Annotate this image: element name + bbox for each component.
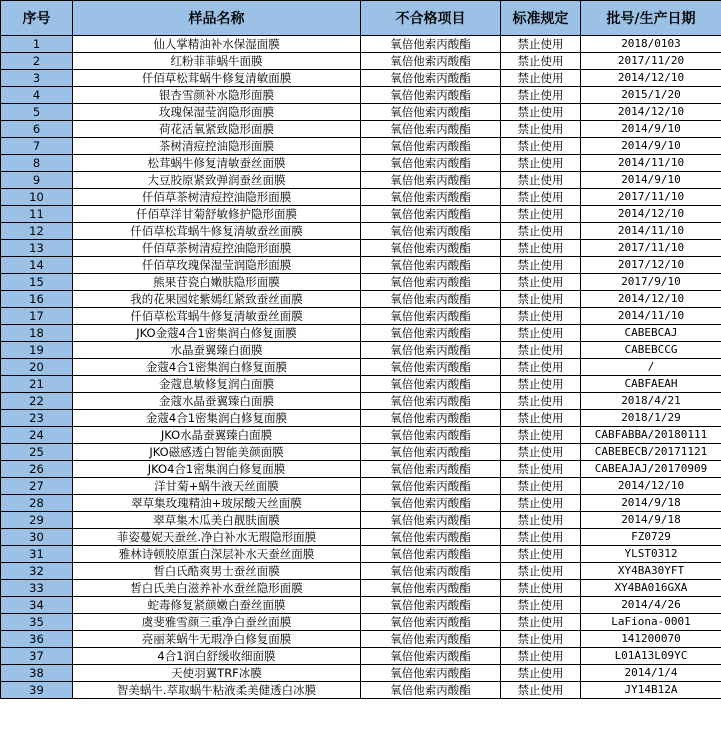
row-no: 30 <box>1 529 73 546</box>
row-failed-item: 氧倍他索丙酸酯 <box>361 512 501 529</box>
row-failed-item: 氧倍他索丙酸酯 <box>361 53 501 70</box>
row-standard: 禁止使用 <box>501 155 581 172</box>
row-sample-name: JKO金蔻4合1密集润白修复面膜 <box>73 325 361 342</box>
row-no: 7 <box>1 138 73 155</box>
row-sample-name: 翠草集木瓜美白靓肤面膜 <box>73 512 361 529</box>
row-sample-name: 亮丽莱蜗牛无瑕净白修复面膜 <box>73 631 361 648</box>
row-sample-name: 金蔻4合1密集润白修复面膜 <box>73 359 361 376</box>
row-no: 9 <box>1 172 73 189</box>
row-no: 32 <box>1 563 73 580</box>
table-row <box>1 70 721 87</box>
row-failed-item: 氧倍他索丙酸酯 <box>361 495 501 512</box>
table-row <box>1 138 721 155</box>
row-batch-date: 2014/11/10 <box>581 155 721 172</box>
row-standard: 禁止使用 <box>501 257 581 274</box>
row-failed-item: 氧倍他索丙酸酯 <box>361 121 501 138</box>
row-batch-date: XY4BA016GXA <box>581 580 721 597</box>
table-row <box>1 495 721 512</box>
row-failed-item: 氧倍他索丙酸酯 <box>361 580 501 597</box>
row-no: 5 <box>1 104 73 121</box>
row-no: 6 <box>1 121 73 138</box>
row-failed-item: 氧倍他索丙酸酯 <box>361 614 501 631</box>
row-no: 34 <box>1 597 73 614</box>
row-sample-name: 金蔻4合1密集润白修复面膜 <box>73 410 361 427</box>
row-sample-name: 仟佰草松茸蜗牛修复清敏蚕丝面膜 <box>73 223 361 240</box>
row-failed-item: 氧倍他索丙酸酯 <box>361 291 501 308</box>
row-batch-date: L01A13L09YC <box>581 648 721 665</box>
row-batch-date: 2014/9/10 <box>581 121 721 138</box>
header-no: 序号 <box>1 1 73 36</box>
table-row <box>1 410 721 427</box>
header-row <box>1 1 721 36</box>
row-failed-item: 氧倍他索丙酸酯 <box>361 325 501 342</box>
table-row <box>1 291 721 308</box>
row-sample-name: 仟佰草茶树清痘控油隐形面膜 <box>73 240 361 257</box>
row-standard: 禁止使用 <box>501 597 581 614</box>
row-failed-item: 氧倍他索丙酸酯 <box>361 342 501 359</box>
header-failed-item: 不合格项目 <box>361 1 501 36</box>
row-standard: 禁止使用 <box>501 495 581 512</box>
row-failed-item: 氧倍他索丙酸酯 <box>361 665 501 682</box>
row-sample-name: 红粉菲菲蜗牛面膜 <box>73 53 361 70</box>
table-row <box>1 308 721 325</box>
row-sample-name: 翠草集玫瑰精油+玻尿酸天丝面膜 <box>73 495 361 512</box>
row-failed-item: 氧倍他索丙酸酯 <box>361 274 501 291</box>
row-sample-name: 银杏雪颜补水隐形面膜 <box>73 87 361 104</box>
row-no: 22 <box>1 393 73 410</box>
row-batch-date: XY4BA30YFT <box>581 563 721 580</box>
table-row <box>1 478 721 495</box>
row-sample-name: 皙白氏酷爽男士蚕丝面膜 <box>73 563 361 580</box>
table-row <box>1 648 721 665</box>
row-standard: 禁止使用 <box>501 121 581 138</box>
row-batch-date: 2017/11/20 <box>581 53 721 70</box>
row-standard: 禁止使用 <box>501 274 581 291</box>
row-batch-date: YLST0312 <box>581 546 721 563</box>
row-no: 29 <box>1 512 73 529</box>
table-row <box>1 172 721 189</box>
row-no: 38 <box>1 665 73 682</box>
row-sample-name: JKO4合1密集润白修复面膜 <box>73 461 361 478</box>
table-row <box>1 36 721 53</box>
row-standard: 禁止使用 <box>501 189 581 206</box>
row-batch-date: 2014/9/18 <box>581 495 721 512</box>
row-standard: 禁止使用 <box>501 359 581 376</box>
row-failed-item: 氧倍他索丙酸酯 <box>361 410 501 427</box>
row-failed-item: 氧倍他索丙酸酯 <box>361 206 501 223</box>
row-sample-name: 仟佰草松茸蜗牛修复清敏蚕丝面膜 <box>73 308 361 325</box>
row-batch-date: 2014/9/10 <box>581 172 721 189</box>
row-batch-date: 2017/9/10 <box>581 274 721 291</box>
row-failed-item: 氧倍他索丙酸酯 <box>361 155 501 172</box>
table-row <box>1 444 721 461</box>
row-no: 26 <box>1 461 73 478</box>
table-row <box>1 512 721 529</box>
row-no: 36 <box>1 631 73 648</box>
header-sample-name: 样品名称 <box>73 1 361 36</box>
row-standard: 禁止使用 <box>501 172 581 189</box>
table-row <box>1 121 721 138</box>
row-batch-date: / <box>581 359 721 376</box>
table-row <box>1 393 721 410</box>
row-batch-date: 2014/12/10 <box>581 104 721 121</box>
row-no: 13 <box>1 240 73 257</box>
table-row <box>1 274 721 291</box>
row-no: 4 <box>1 87 73 104</box>
row-standard: 禁止使用 <box>501 580 581 597</box>
row-batch-date: CABFAEAH <box>581 376 721 393</box>
row-standard: 禁止使用 <box>501 546 581 563</box>
row-no: 18 <box>1 325 73 342</box>
row-failed-item: 氧倍他索丙酸酯 <box>361 240 501 257</box>
row-sample-name: 菲姿蔓妮天蚕丝.净白补水无瑕隐形面膜 <box>73 529 361 546</box>
row-batch-date: 2017/11/10 <box>581 240 721 257</box>
row-no: 27 <box>1 478 73 495</box>
header-standard: 标准规定 <box>501 1 581 36</box>
row-standard: 禁止使用 <box>501 53 581 70</box>
row-sample-name: 洋甘菊+蜗牛液天丝面膜 <box>73 478 361 495</box>
row-no: 28 <box>1 495 73 512</box>
header-batch-date: 批号/生产日期 <box>581 1 721 36</box>
row-standard: 禁止使用 <box>501 87 581 104</box>
row-batch-date: 2014/12/10 <box>581 70 721 87</box>
row-batch-date: 2015/1/20 <box>581 87 721 104</box>
row-batch-date: CABEAJAJ/20170909 <box>581 461 721 478</box>
row-batch-date: CABEBCCG <box>581 342 721 359</box>
row-batch-date: CABEBECB/20171121 <box>581 444 721 461</box>
row-standard: 禁止使用 <box>501 410 581 427</box>
row-standard: 禁止使用 <box>501 648 581 665</box>
row-no: 14 <box>1 257 73 274</box>
table-row <box>1 206 721 223</box>
table-row <box>1 597 721 614</box>
table-row <box>1 631 721 648</box>
row-sample-name: 4合1润白舒缓收细面膜 <box>73 648 361 665</box>
row-no: 31 <box>1 546 73 563</box>
table-row <box>1 461 721 478</box>
row-no: 20 <box>1 359 73 376</box>
row-sample-name: 智美蜗牛.萃取蜗牛粘液柔美健透白冰膜 <box>73 682 361 699</box>
row-standard: 禁止使用 <box>501 104 581 121</box>
row-no: 10 <box>1 189 73 206</box>
row-batch-date: 2017/11/10 <box>581 189 721 206</box>
row-standard: 禁止使用 <box>501 342 581 359</box>
row-sample-name: JKO磁感透白智能美颜面膜 <box>73 444 361 461</box>
row-sample-name: 蛇毒修复紧颜嫩白蚕丝面膜 <box>73 597 361 614</box>
row-failed-item: 氧倍他索丙酸酯 <box>361 682 501 699</box>
row-failed-item: 氧倍他索丙酸酯 <box>361 546 501 563</box>
row-failed-item: 氧倍他索丙酸酯 <box>361 648 501 665</box>
row-sample-name: 天使羽翼TRF冰膜 <box>73 665 361 682</box>
row-no: 23 <box>1 410 73 427</box>
table-row <box>1 189 721 206</box>
table-row <box>1 614 721 631</box>
row-standard: 禁止使用 <box>501 614 581 631</box>
row-failed-item: 氧倍他索丙酸酯 <box>361 70 501 87</box>
row-standard: 禁止使用 <box>501 36 581 53</box>
table-body <box>1 36 721 699</box>
row-standard: 禁止使用 <box>501 478 581 495</box>
row-standard: 禁止使用 <box>501 70 581 87</box>
row-batch-date: LaFiona-0001 <box>581 614 721 631</box>
row-failed-item: 氧倍他索丙酸酯 <box>361 393 501 410</box>
row-sample-name: 虞斐雅雪颜三重净白蚕丝面膜 <box>73 614 361 631</box>
row-sample-name: 熊果苷瓷白嫩肤隐形面膜 <box>73 274 361 291</box>
row-no: 17 <box>1 308 73 325</box>
table-row <box>1 376 721 393</box>
row-failed-item: 氧倍他索丙酸酯 <box>361 427 501 444</box>
row-failed-item: 氧倍他索丙酸酯 <box>361 308 501 325</box>
row-batch-date: FZ0729 <box>581 529 721 546</box>
table-row <box>1 240 721 257</box>
row-standard: 禁止使用 <box>501 665 581 682</box>
row-standard: 禁止使用 <box>501 206 581 223</box>
row-failed-item: 氧倍他索丙酸酯 <box>361 36 501 53</box>
table-row <box>1 546 721 563</box>
table-row <box>1 682 721 699</box>
row-no: 16 <box>1 291 73 308</box>
row-failed-item: 氧倍他索丙酸酯 <box>361 172 501 189</box>
row-standard: 禁止使用 <box>501 138 581 155</box>
row-standard: 禁止使用 <box>501 444 581 461</box>
table-row <box>1 529 721 546</box>
table-row <box>1 87 721 104</box>
row-batch-date: 2014/12/10 <box>581 206 721 223</box>
row-standard: 禁止使用 <box>501 563 581 580</box>
row-sample-name: 仙人掌精油补水保湿面膜 <box>73 36 361 53</box>
row-failed-item: 氧倍他索丙酸酯 <box>361 376 501 393</box>
row-batch-date: CABEBCAJ <box>581 325 721 342</box>
row-failed-item: 氧倍他索丙酸酯 <box>361 223 501 240</box>
table-row <box>1 257 721 274</box>
row-no: 21 <box>1 376 73 393</box>
row-no: 19 <box>1 342 73 359</box>
table-row <box>1 155 721 172</box>
row-failed-item: 氧倍他索丙酸酯 <box>361 461 501 478</box>
row-standard: 禁止使用 <box>501 291 581 308</box>
row-no: 39 <box>1 682 73 699</box>
table-row <box>1 104 721 121</box>
row-sample-name: 金蔻息敏修复润白面膜 <box>73 376 361 393</box>
row-standard: 禁止使用 <box>501 376 581 393</box>
row-no: 15 <box>1 274 73 291</box>
row-batch-date: 2018/1/29 <box>581 410 721 427</box>
row-standard: 禁止使用 <box>501 223 581 240</box>
row-no: 35 <box>1 614 73 631</box>
table-row <box>1 223 721 240</box>
row-failed-item: 氧倍他索丙酸酯 <box>361 189 501 206</box>
row-no: 1 <box>1 36 73 53</box>
table-row <box>1 580 721 597</box>
row-sample-name: 荷花活氧紧致隐形面膜 <box>73 121 361 138</box>
row-batch-date: 2018/0103 <box>581 36 721 53</box>
row-sample-name: 仟佰草洋甘菊舒敏修护隐形面膜 <box>73 206 361 223</box>
row-sample-name: 雅林诗顿胶原蛋白深层补水天蚕丝面膜 <box>73 546 361 563</box>
row-failed-item: 氧倍他索丙酸酯 <box>361 597 501 614</box>
row-sample-name: 皙白氏美白滋养补水蚕丝隐形面膜 <box>73 580 361 597</box>
row-batch-date: 2014/1/4 <box>581 665 721 682</box>
row-batch-date: 2018/4/21 <box>581 393 721 410</box>
row-sample-name: 仟佰草玫瑰保湿莹润隐形面膜 <box>73 257 361 274</box>
row-no: 2 <box>1 53 73 70</box>
row-no: 8 <box>1 155 73 172</box>
table-row <box>1 359 721 376</box>
row-sample-name: 金蔻水晶蚕翼臻白面膜 <box>73 393 361 410</box>
row-no: 33 <box>1 580 73 597</box>
row-batch-date: 2014/9/10 <box>581 138 721 155</box>
row-failed-item: 氧倍他索丙酸酯 <box>361 631 501 648</box>
row-sample-name: 仟佰草茶树清痘控油隐形面膜 <box>73 189 361 206</box>
table-row <box>1 53 721 70</box>
row-standard: 禁止使用 <box>501 682 581 699</box>
row-batch-date: 2017/12/10 <box>581 257 721 274</box>
row-sample-name: 玫瑰保湿莹润隐形面膜 <box>73 104 361 121</box>
table-row <box>1 563 721 580</box>
row-no: 25 <box>1 444 73 461</box>
row-no: 12 <box>1 223 73 240</box>
row-no: 24 <box>1 427 73 444</box>
row-standard: 禁止使用 <box>501 512 581 529</box>
row-no: 11 <box>1 206 73 223</box>
row-sample-name: JKO水晶蚕翼臻白面膜 <box>73 427 361 444</box>
row-no: 37 <box>1 648 73 665</box>
row-failed-item: 氧倍他索丙酸酯 <box>361 138 501 155</box>
row-standard: 禁止使用 <box>501 240 581 257</box>
row-batch-date: 2014/11/10 <box>581 223 721 240</box>
row-batch-date: 2014/4/26 <box>581 597 721 614</box>
row-failed-item: 氧倍他索丙酸酯 <box>361 563 501 580</box>
row-sample-name: 我的花果园姹紫嫣红紧致蚕丝面膜 <box>73 291 361 308</box>
row-batch-date: JY14B12A <box>581 682 721 699</box>
row-failed-item: 氧倍他索丙酸酯 <box>361 359 501 376</box>
row-failed-item: 氧倍他索丙酸酯 <box>361 529 501 546</box>
row-batch-date: 2014/12/10 <box>581 478 721 495</box>
row-sample-name: 茶树清痘控油隐形面膜 <box>73 138 361 155</box>
row-failed-item: 氧倍他索丙酸酯 <box>361 104 501 121</box>
row-failed-item: 氧倍他索丙酸酯 <box>361 444 501 461</box>
row-standard: 禁止使用 <box>501 325 581 342</box>
row-batch-date: CABFABBA/20180111 <box>581 427 721 444</box>
table-row <box>1 665 721 682</box>
row-sample-name: 水晶蚕翼臻白面膜 <box>73 342 361 359</box>
row-batch-date: 141200070 <box>581 631 721 648</box>
table-row <box>1 342 721 359</box>
row-standard: 禁止使用 <box>501 427 581 444</box>
row-no: 3 <box>1 70 73 87</box>
table-row <box>1 427 721 444</box>
row-standard: 禁止使用 <box>501 631 581 648</box>
row-standard: 禁止使用 <box>501 461 581 478</box>
row-failed-item: 氧倍他索丙酸酯 <box>361 87 501 104</box>
row-batch-date: 2014/9/18 <box>581 512 721 529</box>
row-standard: 禁止使用 <box>501 308 581 325</box>
row-failed-item: 氧倍他索丙酸酯 <box>361 478 501 495</box>
row-sample-name: 大豆胶原紧致弹润蚕丝面膜 <box>73 172 361 189</box>
row-sample-name: 松茸蜗牛修复清敏蚕丝面膜 <box>73 155 361 172</box>
row-batch-date: 2014/11/10 <box>581 308 721 325</box>
row-standard: 禁止使用 <box>501 393 581 410</box>
table-row <box>1 325 721 342</box>
row-failed-item: 氧倍他索丙酸酯 <box>361 257 501 274</box>
row-sample-name: 仟佰草松茸蜗牛修复清敏面膜 <box>73 70 361 87</box>
row-batch-date: 2014/12/10 <box>581 291 721 308</box>
row-standard: 禁止使用 <box>501 529 581 546</box>
